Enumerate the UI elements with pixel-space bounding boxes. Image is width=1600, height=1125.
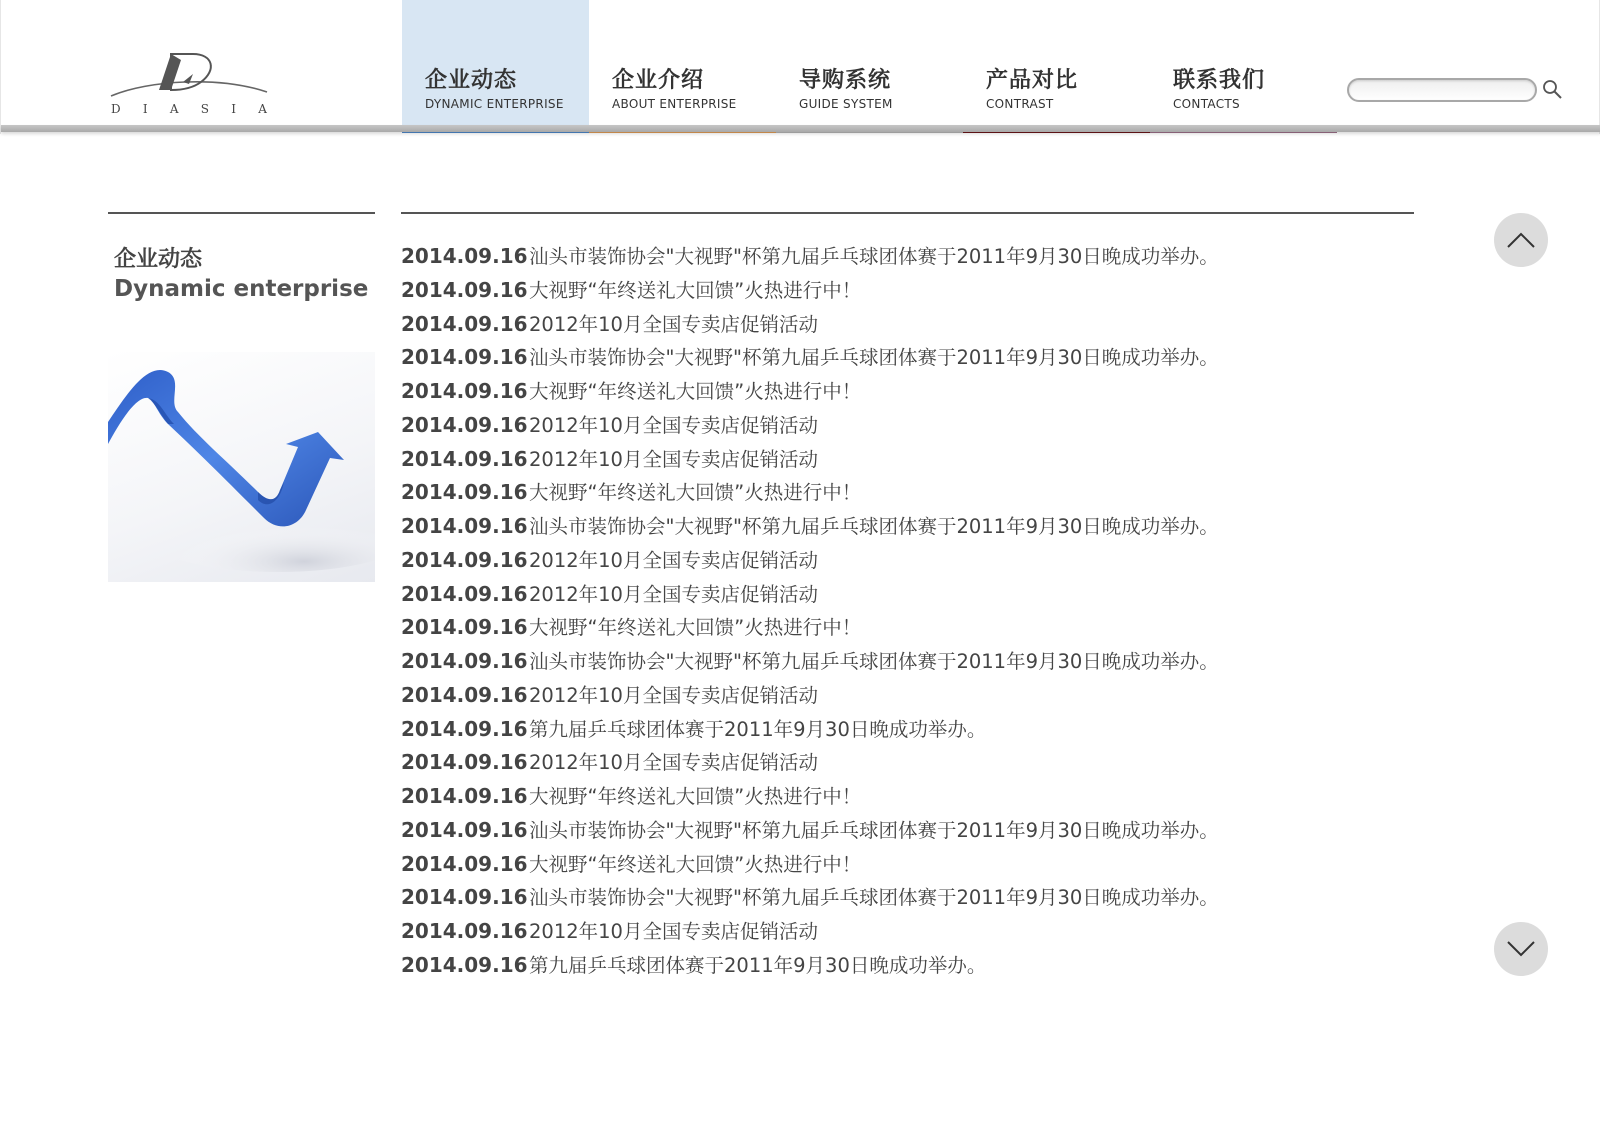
nav-item-label-cn: 产品对比 bbox=[986, 68, 1079, 93]
logo-mark bbox=[109, 52, 269, 102]
news-date: 2014.09.16 bbox=[401, 446, 528, 471]
news-date: 2014.09.16 bbox=[401, 750, 528, 775]
news-date: 2014.09.16 bbox=[401, 379, 528, 403]
news-item[interactable] bbox=[401, 240, 1414, 274]
nav-item-contrast[interactable] bbox=[963, 0, 1150, 133]
news-date: 2014.09.16 bbox=[401, 716, 528, 741]
news-title[interactable]: 2012年10月全国专卖店促销活动 bbox=[529, 751, 818, 775]
sidebar-title-en: Dynamic enterprise bbox=[114, 276, 369, 302]
news-title[interactable]: 大视野“年终送礼大回馈”火热进行中！ bbox=[529, 785, 862, 808]
main-nav bbox=[402, 0, 1337, 133]
news-item[interactable] bbox=[401, 915, 1414, 949]
news-item[interactable] bbox=[401, 746, 1414, 780]
logo-letter: D bbox=[111, 102, 121, 116]
logo-letter: A bbox=[258, 102, 267, 116]
news-item[interactable] bbox=[401, 578, 1414, 612]
news-date: 2014.09.16 bbox=[401, 952, 528, 977]
news-date: 2014.09.16 bbox=[401, 682, 528, 707]
scroll-up-button[interactable] bbox=[1494, 213, 1548, 267]
news-item[interactable] bbox=[401, 780, 1414, 814]
news-item[interactable] bbox=[401, 409, 1414, 443]
news-date: 2014.09.16 bbox=[401, 547, 528, 572]
news-title[interactable]: 汕头市装饰协会"大视野"杯第九届乒乓球团体赛于2011年9月30日晚成功举办。 bbox=[529, 650, 1219, 673]
logo-letter: S bbox=[200, 102, 210, 116]
news-date: 2014.09.16 bbox=[401, 649, 528, 673]
news-date: 2014.09.16 bbox=[401, 784, 528, 808]
news-title[interactable]: 2012年10月全国专卖店促销活动 bbox=[529, 920, 818, 943]
news-item[interactable] bbox=[401, 814, 1414, 848]
scroll-down-button[interactable] bbox=[1494, 922, 1548, 976]
news-item[interactable] bbox=[401, 443, 1414, 477]
news-item[interactable] bbox=[401, 510, 1414, 544]
news-date: 2014.09.16 bbox=[401, 514, 528, 538]
nav-item-dynamic-enterprise[interactable] bbox=[402, 0, 589, 133]
news-item[interactable] bbox=[401, 848, 1414, 882]
news-title[interactable]: 2012年10月全国专卖店促销活动 bbox=[529, 582, 818, 606]
nav-item-label-en: CONTACTS bbox=[1173, 97, 1240, 111]
logo-letter: A bbox=[169, 102, 179, 116]
news-title[interactable]: 2012年10月全国专卖店促销活动 bbox=[529, 447, 818, 471]
news-date: 2014.09.16 bbox=[401, 412, 528, 437]
nav-item-label-cn: 联系我们 bbox=[1173, 68, 1266, 93]
news-title[interactable]: 第九届乒乓球团体赛于2011年9月30日晚成功举办。 bbox=[529, 953, 987, 977]
news-title[interactable]: 汕头市装饰协会"大视野"杯第九届乒乓球团体赛于2011年9月30日晚成功举办。 bbox=[529, 245, 1219, 268]
diasia-logo[interactable] bbox=[109, 52, 269, 120]
news-date: 2014.09.16 bbox=[401, 581, 528, 606]
news-date: 2014.09.16 bbox=[401, 919, 528, 943]
news-item[interactable] bbox=[401, 544, 1414, 578]
nav-item-about-enterprise[interactable] bbox=[589, 0, 776, 133]
blue-ribbon-arrow-image bbox=[108, 352, 375, 582]
nav-item-label-en: DYNAMIC ENTERPRISE bbox=[425, 97, 564, 111]
header bbox=[0, 0, 1600, 134]
news-item[interactable] bbox=[401, 881, 1414, 915]
news-title[interactable]: 汕头市装饰协会"大视野"杯第九届乒乓球团体赛于2011年9月30日晚成功举办。 bbox=[529, 346, 1219, 370]
news-title[interactable]: 汕头市装饰协会"大视野"杯第九届乒乓球团体赛于2011年9月30日晚成功举办。 bbox=[529, 818, 1219, 842]
news-title[interactable]: 2012年10月全国专卖店促销活动 bbox=[529, 312, 818, 336]
news-divider bbox=[401, 212, 1414, 214]
news-date: 2014.09.16 bbox=[401, 480, 528, 505]
chevron-up-icon bbox=[1506, 231, 1536, 249]
news-item[interactable] bbox=[401, 611, 1414, 645]
sidebar-title-cn: 企业动态 bbox=[114, 247, 203, 272]
search-input[interactable] bbox=[1347, 78, 1537, 102]
nav-item-label-cn: 企业介绍 bbox=[612, 68, 705, 93]
news-title[interactable]: 2012年10月全国专卖店促销活动 bbox=[529, 548, 818, 572]
news-date: 2014.09.16 bbox=[401, 277, 528, 302]
news-date: 2014.09.16 bbox=[401, 345, 528, 370]
news-item[interactable] bbox=[401, 308, 1414, 342]
news-item[interactable] bbox=[401, 375, 1414, 409]
news-title[interactable]: 汕头市装饰协会"大视野"杯第九届乒乓球团体赛于2011年9月30日晚成功举办。 bbox=[529, 886, 1219, 910]
news-title[interactable]: 大视野“年终送礼大回馈”火热进行中！ bbox=[529, 278, 862, 302]
news-date: 2014.09.16 bbox=[401, 817, 528, 842]
news-item[interactable] bbox=[401, 645, 1414, 679]
news-list bbox=[401, 240, 1414, 983]
news-title[interactable]: 大视野“年终送礼大回馈”火热进行中！ bbox=[529, 616, 862, 640]
nav-item-guide-system[interactable] bbox=[776, 0, 963, 133]
nav-item-label-en: ABOUT ENTERPRISE bbox=[612, 97, 737, 111]
news-title[interactable]: 大视野“年终送礼大回馈”火热进行中！ bbox=[529, 852, 862, 876]
news-title[interactable]: 大视野“年终送礼大回馈”火热进行中！ bbox=[529, 481, 862, 505]
news-item[interactable] bbox=[401, 713, 1414, 747]
header-divider bbox=[1, 125, 1600, 132]
news-title[interactable]: 大视野“年终送礼大回馈”火热进行中！ bbox=[529, 380, 862, 403]
logo-letters bbox=[109, 102, 269, 116]
news-date: 2014.09.16 bbox=[401, 851, 528, 876]
nav-item-label-en: GUIDE SYSTEM bbox=[799, 97, 893, 111]
search-icon[interactable] bbox=[1541, 78, 1563, 100]
news-item[interactable] bbox=[401, 679, 1414, 713]
news-item[interactable] bbox=[401, 949, 1414, 983]
nav-item-label-cn: 企业动态 bbox=[425, 68, 518, 93]
nav-item-label-cn: 导购系统 bbox=[799, 68, 892, 93]
nav-item-label-en: CONTRAST bbox=[986, 97, 1054, 111]
news-date: 2014.09.16 bbox=[401, 244, 528, 268]
sidebar-divider bbox=[108, 212, 375, 214]
nav-item-contacts[interactable] bbox=[1150, 0, 1337, 133]
news-date: 2014.09.16 bbox=[401, 885, 528, 910]
news-item[interactable] bbox=[401, 341, 1414, 375]
logo-letter: I bbox=[142, 102, 148, 116]
news-title[interactable]: 汕头市装饰协会"大视野"杯第九届乒乓球团体赛于2011年9月30日晚成功举办。 bbox=[529, 515, 1219, 538]
news-date: 2014.09.16 bbox=[401, 615, 528, 640]
news-item[interactable] bbox=[401, 274, 1414, 308]
news-title[interactable]: 2012年10月全国专卖店促销活动 bbox=[529, 413, 818, 437]
news-title[interactable]: 2012年10月全国专卖店促销活动 bbox=[529, 683, 818, 707]
news-item[interactable] bbox=[401, 476, 1414, 510]
news-date: 2014.09.16 bbox=[401, 311, 528, 336]
chevron-down-icon bbox=[1506, 940, 1536, 958]
logo-letter: I bbox=[231, 102, 237, 116]
news-title[interactable]: 第九届乒乓球团体赛于2011年9月30日晚成功举办。 bbox=[529, 717, 987, 741]
